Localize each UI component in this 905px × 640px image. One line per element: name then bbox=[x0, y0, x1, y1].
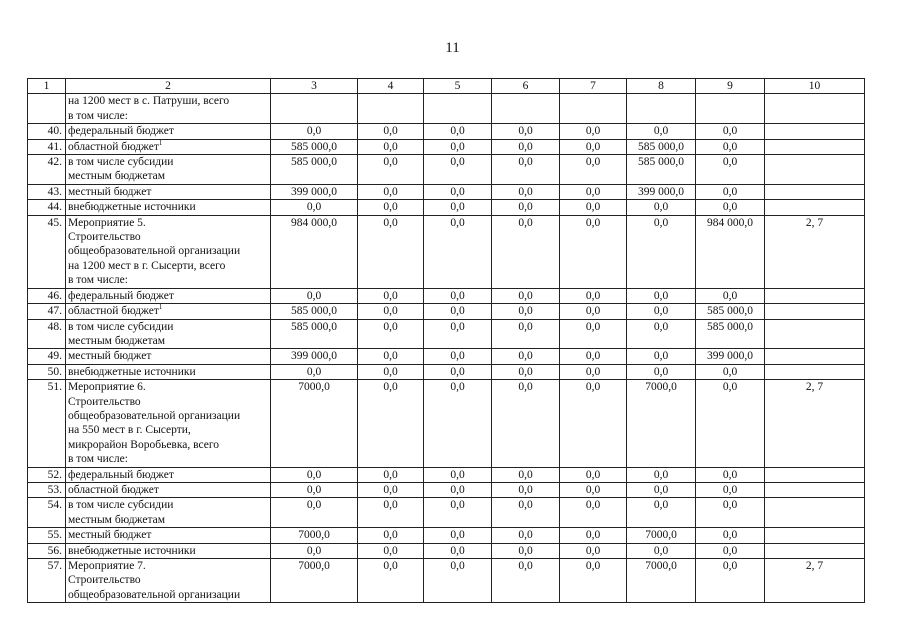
value-cell: 0,0 bbox=[560, 528, 627, 543]
row-name-line bbox=[68, 498, 268, 512]
row-name bbox=[66, 349, 271, 364]
row-number: 40. bbox=[28, 124, 66, 139]
target-indicators-cell bbox=[765, 288, 865, 303]
row-name-line bbox=[68, 423, 268, 437]
row-name bbox=[66, 94, 271, 124]
row-name-text: областной бюджет bbox=[68, 305, 159, 318]
target-indicators-cell bbox=[765, 94, 865, 124]
value-cell: 0,0 bbox=[358, 543, 424, 558]
table-body bbox=[28, 94, 865, 603]
value-cell: 7000,0 bbox=[271, 559, 358, 603]
value-cell: 0,0 bbox=[560, 124, 627, 139]
row-name bbox=[66, 288, 271, 303]
value-cell: 0,0 bbox=[358, 528, 424, 543]
footnote-mark: 1 bbox=[158, 303, 163, 312]
value-cell: 0,0 bbox=[560, 139, 627, 154]
value-cell: 0,0 bbox=[424, 124, 492, 139]
value-cell: 0,0 bbox=[560, 304, 627, 319]
row-name-text: в том числе субсидии bbox=[68, 320, 174, 333]
row-number: 52. bbox=[28, 467, 66, 482]
row-name-text: областной бюджет bbox=[68, 140, 159, 153]
value-cell: 0,0 bbox=[696, 482, 765, 497]
row-name-line bbox=[68, 468, 268, 482]
value-cell: 0,0 bbox=[424, 543, 492, 558]
value-cell: 0,0 bbox=[358, 155, 424, 185]
row-name-line bbox=[68, 395, 268, 409]
row-name-line bbox=[68, 289, 268, 303]
value-cell: 399 000,0 bbox=[271, 184, 358, 199]
row-name-text: внебюджетные источники bbox=[68, 544, 196, 557]
row-name bbox=[66, 482, 271, 497]
budget-table bbox=[27, 78, 865, 603]
row-number: 53. bbox=[28, 482, 66, 497]
row-number: 56. bbox=[28, 543, 66, 558]
table-row bbox=[28, 124, 865, 139]
table-row bbox=[28, 528, 865, 543]
value-cell: 0,0 bbox=[492, 559, 560, 603]
value-cell: 0,0 bbox=[424, 498, 492, 528]
row-name bbox=[66, 528, 271, 543]
value-cell: 585 000,0 bbox=[696, 304, 765, 319]
value-cell: 0,0 bbox=[492, 349, 560, 364]
value-cell: 0,0 bbox=[492, 498, 560, 528]
row-name-text: местным бюджетам bbox=[68, 170, 165, 183]
table-row bbox=[28, 139, 865, 154]
row-name-text: местный бюджет bbox=[68, 350, 152, 363]
row-name bbox=[66, 304, 271, 319]
value-cell: 0,0 bbox=[424, 215, 492, 288]
row-name-text: в том числе: bbox=[68, 109, 128, 122]
value-cell: 0,0 bbox=[560, 200, 627, 215]
column-header: 2 bbox=[66, 79, 271, 94]
row-number: 43. bbox=[28, 184, 66, 199]
value-cell: 0,0 bbox=[560, 364, 627, 379]
target-indicators-cell: 2, 7 bbox=[765, 380, 865, 467]
value-cell: 0,0 bbox=[560, 155, 627, 185]
value-cell: 0,0 bbox=[271, 467, 358, 482]
value-cell bbox=[627, 94, 696, 124]
value-cell: 0,0 bbox=[627, 304, 696, 319]
row-number: 51. bbox=[28, 380, 66, 467]
row-name bbox=[66, 498, 271, 528]
value-cell: 0,0 bbox=[627, 482, 696, 497]
row-name-line bbox=[68, 573, 268, 587]
value-cell bbox=[696, 94, 765, 124]
row-number bbox=[28, 94, 66, 124]
row-name-text: федеральный бюджет bbox=[68, 125, 174, 138]
value-cell: 0,0 bbox=[560, 349, 627, 364]
value-cell: 0,0 bbox=[560, 482, 627, 497]
row-name-line bbox=[68, 140, 268, 154]
value-cell: 0,0 bbox=[627, 200, 696, 215]
value-cell: 7000,0 bbox=[627, 528, 696, 543]
value-cell: 0,0 bbox=[492, 528, 560, 543]
column-header: 10 bbox=[765, 79, 865, 94]
column-header: 4 bbox=[358, 79, 424, 94]
table-row bbox=[28, 559, 865, 603]
row-name-text: Строительство bbox=[68, 395, 141, 408]
value-cell: 0,0 bbox=[424, 304, 492, 319]
value-cell bbox=[271, 94, 358, 124]
row-name-line bbox=[68, 334, 268, 348]
value-cell: 0,0 bbox=[696, 498, 765, 528]
row-name-line bbox=[68, 349, 268, 363]
row-name-text: Мероприятие 5. bbox=[68, 216, 146, 229]
row-name-line bbox=[68, 230, 268, 244]
value-cell bbox=[358, 94, 424, 124]
value-cell: 0,0 bbox=[358, 380, 424, 467]
row-name-line bbox=[68, 483, 268, 497]
row-name-line bbox=[68, 438, 268, 452]
value-cell: 0,0 bbox=[271, 498, 358, 528]
row-number: 45. bbox=[28, 215, 66, 288]
value-cell: 0,0 bbox=[696, 139, 765, 154]
row-name-text: местным бюджетам bbox=[68, 513, 165, 526]
value-cell: 0,0 bbox=[696, 528, 765, 543]
row-name bbox=[66, 139, 271, 154]
row-name bbox=[66, 124, 271, 139]
row-name bbox=[66, 467, 271, 482]
row-name bbox=[66, 559, 271, 603]
column-header: 6 bbox=[492, 79, 560, 94]
value-cell: 585 000,0 bbox=[271, 139, 358, 154]
row-number: 54. bbox=[28, 498, 66, 528]
value-cell: 0,0 bbox=[696, 155, 765, 185]
value-cell: 585 000,0 bbox=[271, 304, 358, 319]
row-name-line bbox=[68, 185, 268, 199]
table-row bbox=[28, 498, 865, 528]
value-cell: 0,0 bbox=[492, 200, 560, 215]
value-cell: 0,0 bbox=[424, 155, 492, 185]
value-cell: 0,0 bbox=[424, 467, 492, 482]
row-name-line bbox=[68, 452, 268, 466]
row-name-text: федеральный бюджет bbox=[68, 468, 174, 481]
target-indicators-cell bbox=[765, 364, 865, 379]
value-cell: 0,0 bbox=[492, 319, 560, 349]
row-name-line bbox=[68, 380, 268, 394]
target-indicators-cell bbox=[765, 498, 865, 528]
target-indicators-cell bbox=[765, 319, 865, 349]
value-cell: 0,0 bbox=[424, 482, 492, 497]
value-cell: 0,0 bbox=[627, 288, 696, 303]
target-indicators-cell: 2, 7 bbox=[765, 215, 865, 288]
row-name bbox=[66, 543, 271, 558]
footnote-mark: 1 bbox=[158, 139, 163, 147]
value-cell: 0,0 bbox=[358, 124, 424, 139]
target-indicators-cell bbox=[765, 155, 865, 185]
value-cell: 0,0 bbox=[271, 543, 358, 558]
row-name-line bbox=[68, 544, 268, 558]
value-cell: 0,0 bbox=[627, 498, 696, 528]
value-cell: 0,0 bbox=[358, 288, 424, 303]
row-number: 44. bbox=[28, 200, 66, 215]
value-cell: 984 000,0 bbox=[696, 215, 765, 288]
value-cell bbox=[560, 94, 627, 124]
target-indicators-cell bbox=[765, 467, 865, 482]
value-cell: 585 000,0 bbox=[627, 155, 696, 185]
target-indicators-cell: 2, 7 bbox=[765, 559, 865, 603]
row-name-line bbox=[68, 169, 268, 183]
value-cell: 0,0 bbox=[424, 288, 492, 303]
table-row bbox=[28, 482, 865, 497]
value-cell: 0,0 bbox=[492, 380, 560, 467]
row-number: 46. bbox=[28, 288, 66, 303]
value-cell: 0,0 bbox=[696, 124, 765, 139]
value-cell: 0,0 bbox=[560, 543, 627, 558]
table-row bbox=[28, 94, 865, 124]
row-name-line bbox=[68, 94, 268, 108]
row-name-line bbox=[68, 244, 268, 258]
value-cell: 984 000,0 bbox=[271, 215, 358, 288]
row-name-line bbox=[68, 513, 268, 527]
row-name bbox=[66, 380, 271, 467]
row-name-text: общеобразовательной организации bbox=[68, 409, 241, 422]
value-cell: 0,0 bbox=[560, 288, 627, 303]
value-cell: 0,0 bbox=[492, 124, 560, 139]
value-cell: 0,0 bbox=[358, 467, 424, 482]
value-cell: 0,0 bbox=[358, 304, 424, 319]
value-cell: 0,0 bbox=[627, 364, 696, 379]
row-name bbox=[66, 215, 271, 288]
row-name-line bbox=[68, 109, 268, 123]
table-row bbox=[28, 200, 865, 215]
row-name-line bbox=[68, 320, 268, 334]
value-cell: 0,0 bbox=[492, 215, 560, 288]
row-name-text: Строительство bbox=[68, 231, 141, 244]
value-cell: 0,0 bbox=[492, 184, 560, 199]
row-name-text: в том числе: bbox=[68, 453, 128, 466]
value-cell: 0,0 bbox=[424, 139, 492, 154]
value-cell: 0,0 bbox=[358, 482, 424, 497]
value-cell bbox=[424, 94, 492, 124]
row-name-line bbox=[68, 365, 268, 379]
value-cell: 7000,0 bbox=[627, 559, 696, 603]
table-row bbox=[28, 184, 865, 199]
value-cell: 0,0 bbox=[560, 215, 627, 288]
table-row bbox=[28, 543, 865, 558]
value-cell: 0,0 bbox=[560, 559, 627, 603]
table-row bbox=[28, 364, 865, 379]
row-name-text: в том числе субсидии bbox=[68, 499, 174, 512]
table-row bbox=[28, 304, 865, 319]
table-row bbox=[28, 349, 865, 364]
row-name-text: областной бюджет bbox=[68, 483, 159, 496]
value-cell: 0,0 bbox=[560, 467, 627, 482]
value-cell: 0,0 bbox=[560, 380, 627, 467]
row-name-text: в том числе субсидии bbox=[68, 156, 174, 169]
value-cell: 0,0 bbox=[424, 380, 492, 467]
row-name-text: общеобразовательной организации bbox=[68, 588, 241, 601]
value-cell: 0,0 bbox=[627, 467, 696, 482]
value-cell: 0,0 bbox=[696, 184, 765, 199]
value-cell: 0,0 bbox=[627, 543, 696, 558]
value-cell: 0,0 bbox=[358, 498, 424, 528]
row-name bbox=[66, 364, 271, 379]
row-name-text: Мероприятие 6. bbox=[68, 381, 146, 394]
value-cell: 0,0 bbox=[492, 482, 560, 497]
value-cell: 0,0 bbox=[696, 288, 765, 303]
value-cell: 0,0 bbox=[424, 528, 492, 543]
row-name-text: на 1200 мест в г. Сысерти, всего bbox=[68, 259, 226, 272]
table-row bbox=[28, 319, 865, 349]
value-cell: 0,0 bbox=[492, 304, 560, 319]
column-header: 7 bbox=[560, 79, 627, 94]
value-cell: 0,0 bbox=[424, 349, 492, 364]
row-name-line bbox=[68, 304, 268, 318]
value-cell: 0,0 bbox=[492, 288, 560, 303]
value-cell: 0,0 bbox=[560, 498, 627, 528]
value-cell: 0,0 bbox=[358, 559, 424, 603]
value-cell: 0,0 bbox=[696, 364, 765, 379]
row-name-text: внебюджетные источники bbox=[68, 201, 196, 214]
row-name-text: в том числе: bbox=[68, 274, 128, 287]
row-name-line bbox=[68, 273, 268, 287]
value-cell: 0,0 bbox=[627, 349, 696, 364]
value-cell: 0,0 bbox=[358, 364, 424, 379]
value-cell: 0,0 bbox=[358, 349, 424, 364]
value-cell: 0,0 bbox=[560, 184, 627, 199]
column-header: 8 bbox=[627, 79, 696, 94]
column-header: 3 bbox=[271, 79, 358, 94]
value-cell: 0,0 bbox=[358, 215, 424, 288]
value-cell: 7000,0 bbox=[271, 528, 358, 543]
row-number: 57. bbox=[28, 559, 66, 603]
target-indicators-cell bbox=[765, 528, 865, 543]
value-cell: 0,0 bbox=[424, 319, 492, 349]
row-name-line bbox=[68, 216, 268, 230]
row-name-line bbox=[68, 200, 268, 214]
value-cell: 0,0 bbox=[627, 124, 696, 139]
value-cell: 585 000,0 bbox=[271, 319, 358, 349]
row-name-line bbox=[68, 259, 268, 273]
value-cell: 399 000,0 bbox=[271, 349, 358, 364]
row-name-text: федеральный бюджет bbox=[68, 289, 174, 302]
value-cell: 0,0 bbox=[271, 124, 358, 139]
target-indicators-cell bbox=[765, 349, 865, 364]
row-number: 55. bbox=[28, 528, 66, 543]
row-name-text: местный бюджет bbox=[68, 529, 152, 542]
table-header-row bbox=[28, 79, 865, 94]
row-number: 48. bbox=[28, 319, 66, 349]
target-indicators-cell bbox=[765, 139, 865, 154]
value-cell: 585 000,0 bbox=[696, 319, 765, 349]
value-cell: 0,0 bbox=[358, 200, 424, 215]
row-name-text: внебюджетные источники bbox=[68, 365, 196, 378]
value-cell: 0,0 bbox=[696, 559, 765, 603]
value-cell: 0,0 bbox=[627, 319, 696, 349]
value-cell: 0,0 bbox=[424, 364, 492, 379]
value-cell: 7000,0 bbox=[271, 380, 358, 467]
row-number: 49. bbox=[28, 349, 66, 364]
table-row bbox=[28, 467, 865, 482]
row-name-line bbox=[68, 409, 268, 423]
row-name-text: общеобразовательной организации bbox=[68, 245, 241, 258]
table-row bbox=[28, 155, 865, 185]
value-cell: 0,0 bbox=[358, 139, 424, 154]
value-cell: 0,0 bbox=[358, 184, 424, 199]
target-indicators-cell bbox=[765, 482, 865, 497]
value-cell: 0,0 bbox=[271, 482, 358, 497]
row-name bbox=[66, 155, 271, 185]
value-cell: 0,0 bbox=[560, 319, 627, 349]
value-cell: 0,0 bbox=[492, 467, 560, 482]
row-name bbox=[66, 200, 271, 215]
row-name-text: Строительство bbox=[68, 574, 141, 587]
value-cell: 0,0 bbox=[271, 364, 358, 379]
row-name bbox=[66, 319, 271, 349]
target-indicators-cell bbox=[765, 184, 865, 199]
target-indicators-cell bbox=[765, 304, 865, 319]
row-name-text: местный бюджет bbox=[68, 185, 152, 198]
row-name-text: на 550 мест в г. Сысерти, bbox=[68, 424, 191, 437]
row-number: 41. bbox=[28, 139, 66, 154]
value-cell: 0,0 bbox=[271, 288, 358, 303]
column-header: 1 bbox=[28, 79, 66, 94]
value-cell bbox=[492, 94, 560, 124]
row-name bbox=[66, 184, 271, 199]
value-cell: 0,0 bbox=[696, 543, 765, 558]
column-header: 5 bbox=[424, 79, 492, 94]
row-name-text: микрорайон Воробьевка, всего bbox=[68, 438, 220, 451]
value-cell: 0,0 bbox=[492, 543, 560, 558]
value-cell: 7000,0 bbox=[627, 380, 696, 467]
value-cell: 0,0 bbox=[424, 184, 492, 199]
column-header: 9 bbox=[696, 79, 765, 94]
row-name-line bbox=[68, 155, 268, 169]
value-cell: 0,0 bbox=[358, 319, 424, 349]
table-row bbox=[28, 288, 865, 303]
row-name-text: Мероприятие 7. bbox=[68, 560, 146, 572]
value-cell: 0,0 bbox=[696, 200, 765, 215]
value-cell: 399 000,0 bbox=[627, 184, 696, 199]
table-row bbox=[28, 215, 865, 288]
target-indicators-cell bbox=[765, 124, 865, 139]
table-row bbox=[28, 380, 865, 467]
row-name-line bbox=[68, 124, 268, 138]
value-cell: 399 000,0 bbox=[696, 349, 765, 364]
page-number: 11 bbox=[445, 40, 460, 56]
value-cell: 0,0 bbox=[696, 467, 765, 482]
row-name-line bbox=[68, 528, 268, 542]
value-cell: 0,0 bbox=[424, 200, 492, 215]
target-indicators-cell bbox=[765, 200, 865, 215]
value-cell: 0,0 bbox=[627, 215, 696, 288]
row-number: 47. bbox=[28, 304, 66, 319]
value-cell: 0,0 bbox=[271, 200, 358, 215]
value-cell: 585 000,0 bbox=[627, 139, 696, 154]
value-cell: 585 000,0 bbox=[271, 155, 358, 185]
row-name-line bbox=[68, 559, 268, 573]
target-indicators-cell bbox=[765, 543, 865, 558]
row-number: 50. bbox=[28, 364, 66, 379]
value-cell: 0,0 bbox=[492, 155, 560, 185]
row-name-text: местным бюджетам bbox=[68, 334, 165, 347]
value-cell: 0,0 bbox=[424, 559, 492, 603]
value-cell: 0,0 bbox=[492, 364, 560, 379]
row-name-text: на 1200 мест в с. Патруши, всего bbox=[68, 95, 230, 108]
row-number: 42. bbox=[28, 155, 66, 185]
row-name-line bbox=[68, 588, 268, 602]
value-cell: 0,0 bbox=[696, 380, 765, 467]
value-cell: 0,0 bbox=[492, 139, 560, 154]
